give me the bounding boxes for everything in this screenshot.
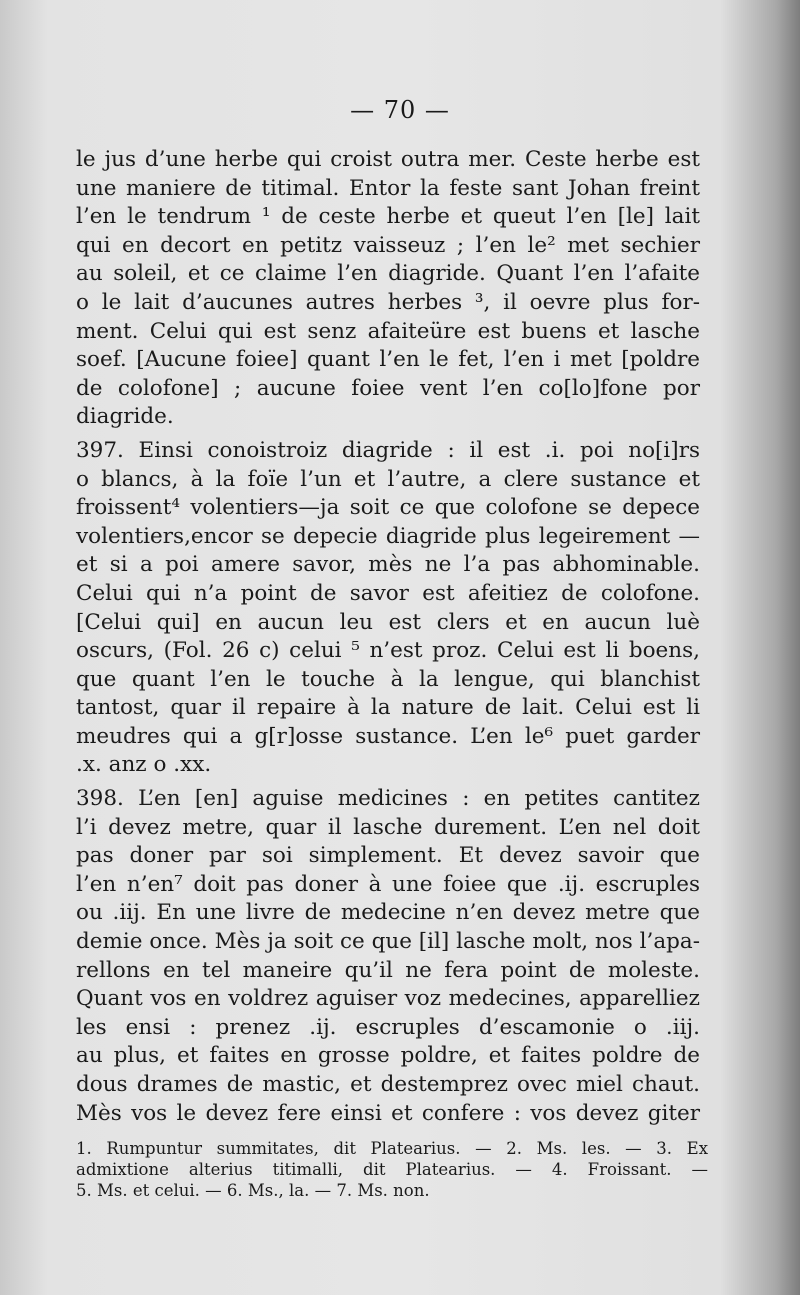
- page-number: — 70 —: [350, 96, 450, 124]
- text-line: diagride.: [76, 404, 174, 430]
- text-line: Celui qui n’a point de savor est afeitiez de colofone.: [76, 580, 700, 606]
- text-line: que quant l’en le touche à la lengue, qui blanchist: [76, 666, 700, 692]
- text-line: qui en decort en petitz vaisseuz ; l’en le² met sechier: [76, 232, 700, 258]
- text-line: pas doner par soi simplement. Et devez savoir que: [76, 843, 700, 869]
- text-line: l’en n’en⁷ doit pas doner à une foiee que .ij. escruples: [76, 871, 700, 897]
- paragraph-398-start: 398. L’en [en] aguise medicines : en petites cantitez: [76, 786, 700, 812]
- footnote-line: admixtione alterius titimalli, dit Platearius. — 4. Froissant. —: [76, 1160, 708, 1179]
- text-line: oscurs, (Fol. 26 c) celui ⁵ n’est proz. Celui est li boens,: [76, 638, 700, 664]
- text-line: .x. anz o .xx.: [76, 752, 212, 778]
- text-line: demie once. Mès ja soit ce que [il] lasche molt, nos l’apa-: [76, 929, 700, 955]
- footnote-line: 5. Ms. et celui. — 6. Ms., la. — 7. Ms. non.: [76, 1181, 430, 1200]
- text-line: Mès vos le devez fere einsi et confere : vos devez giter: [76, 1100, 700, 1126]
- text-line: [Celui qui] en aucun leu est clers et en aucun luè: [76, 609, 700, 635]
- text-line: ment. Celui qui est senz afaiteüre est buens et lasche: [76, 318, 700, 344]
- paragraph-397-start: 397. Einsi conoistroiz diagride : il est .i. poi no[i]rs: [76, 437, 700, 463]
- text-line: le jus d’une herbe qui croist outra mer. Ceste herbe est: [76, 147, 700, 172]
- text-line: soef. [Aucune foiee] quant l’en le fet, l’en i met [poldre: [76, 347, 700, 373]
- text-line: volentiers,encor se depecie diagride plus legeirement —: [76, 523, 700, 549]
- text-line: l’en le tendrum ¹ de ceste herbe et queut l’en [le] lait: [76, 204, 700, 230]
- footnote-line: 1. Rumpuntur summitates, dit Platearius. — 2. Ms. les. — 3. Ex: [76, 1139, 708, 1158]
- text-line: meudres qui a g[r]osse sustance. L’en le⁶ puet garder: [76, 723, 700, 749]
- text-line: au plus, et faites en grosse poldre, et faites poldre de: [76, 1043, 700, 1069]
- text-line: froissent⁴ volentiers—ja soit ce que colofone se depece: [76, 495, 700, 521]
- text-line: rellons en tel maneire qu’il ne fera point de moleste.: [76, 957, 700, 983]
- text-line: ou .iij. En une livre de medecine n’en devez metre que: [76, 900, 700, 926]
- text-line: une maniere de titimal. Entor la feste sant Johan freint: [76, 175, 700, 201]
- text-line: au soleil, et ce claime l’en diagride. Quant l’en l’afaite: [76, 261, 700, 287]
- text-line: les ensi : prenez .ij. escruples d’escamonie o .iij.: [76, 1014, 700, 1040]
- text-line: et si a poi amere savor, mès ne l’a pas abhominable.: [76, 552, 700, 578]
- text-line: tantost, quar il repaire à la nature de lait. Celui est li: [76, 695, 700, 721]
- footnotes: [76, 1138, 708, 1201]
- text-line: de colofone] ; aucune foiee vent l’en co[lo]fone por: [76, 375, 700, 401]
- text-line: dous drames de mastic, et destemprez ovec miel chaut.: [76, 1072, 700, 1097]
- text-line: l’i devez metre, quar il lasche durement. L’en nel doit: [76, 814, 700, 840]
- main-text: [76, 146, 700, 1128]
- text-line: Quant vos en voldrez aguiser voz medecines, apparelliez: [76, 986, 700, 1012]
- text-line: o le lait d’aucunes autres herbes ³, il oevre plus for-: [76, 289, 700, 315]
- text-line: o blancs, à la foïe l’un et l’autre, a clere sustance et: [76, 466, 700, 492]
